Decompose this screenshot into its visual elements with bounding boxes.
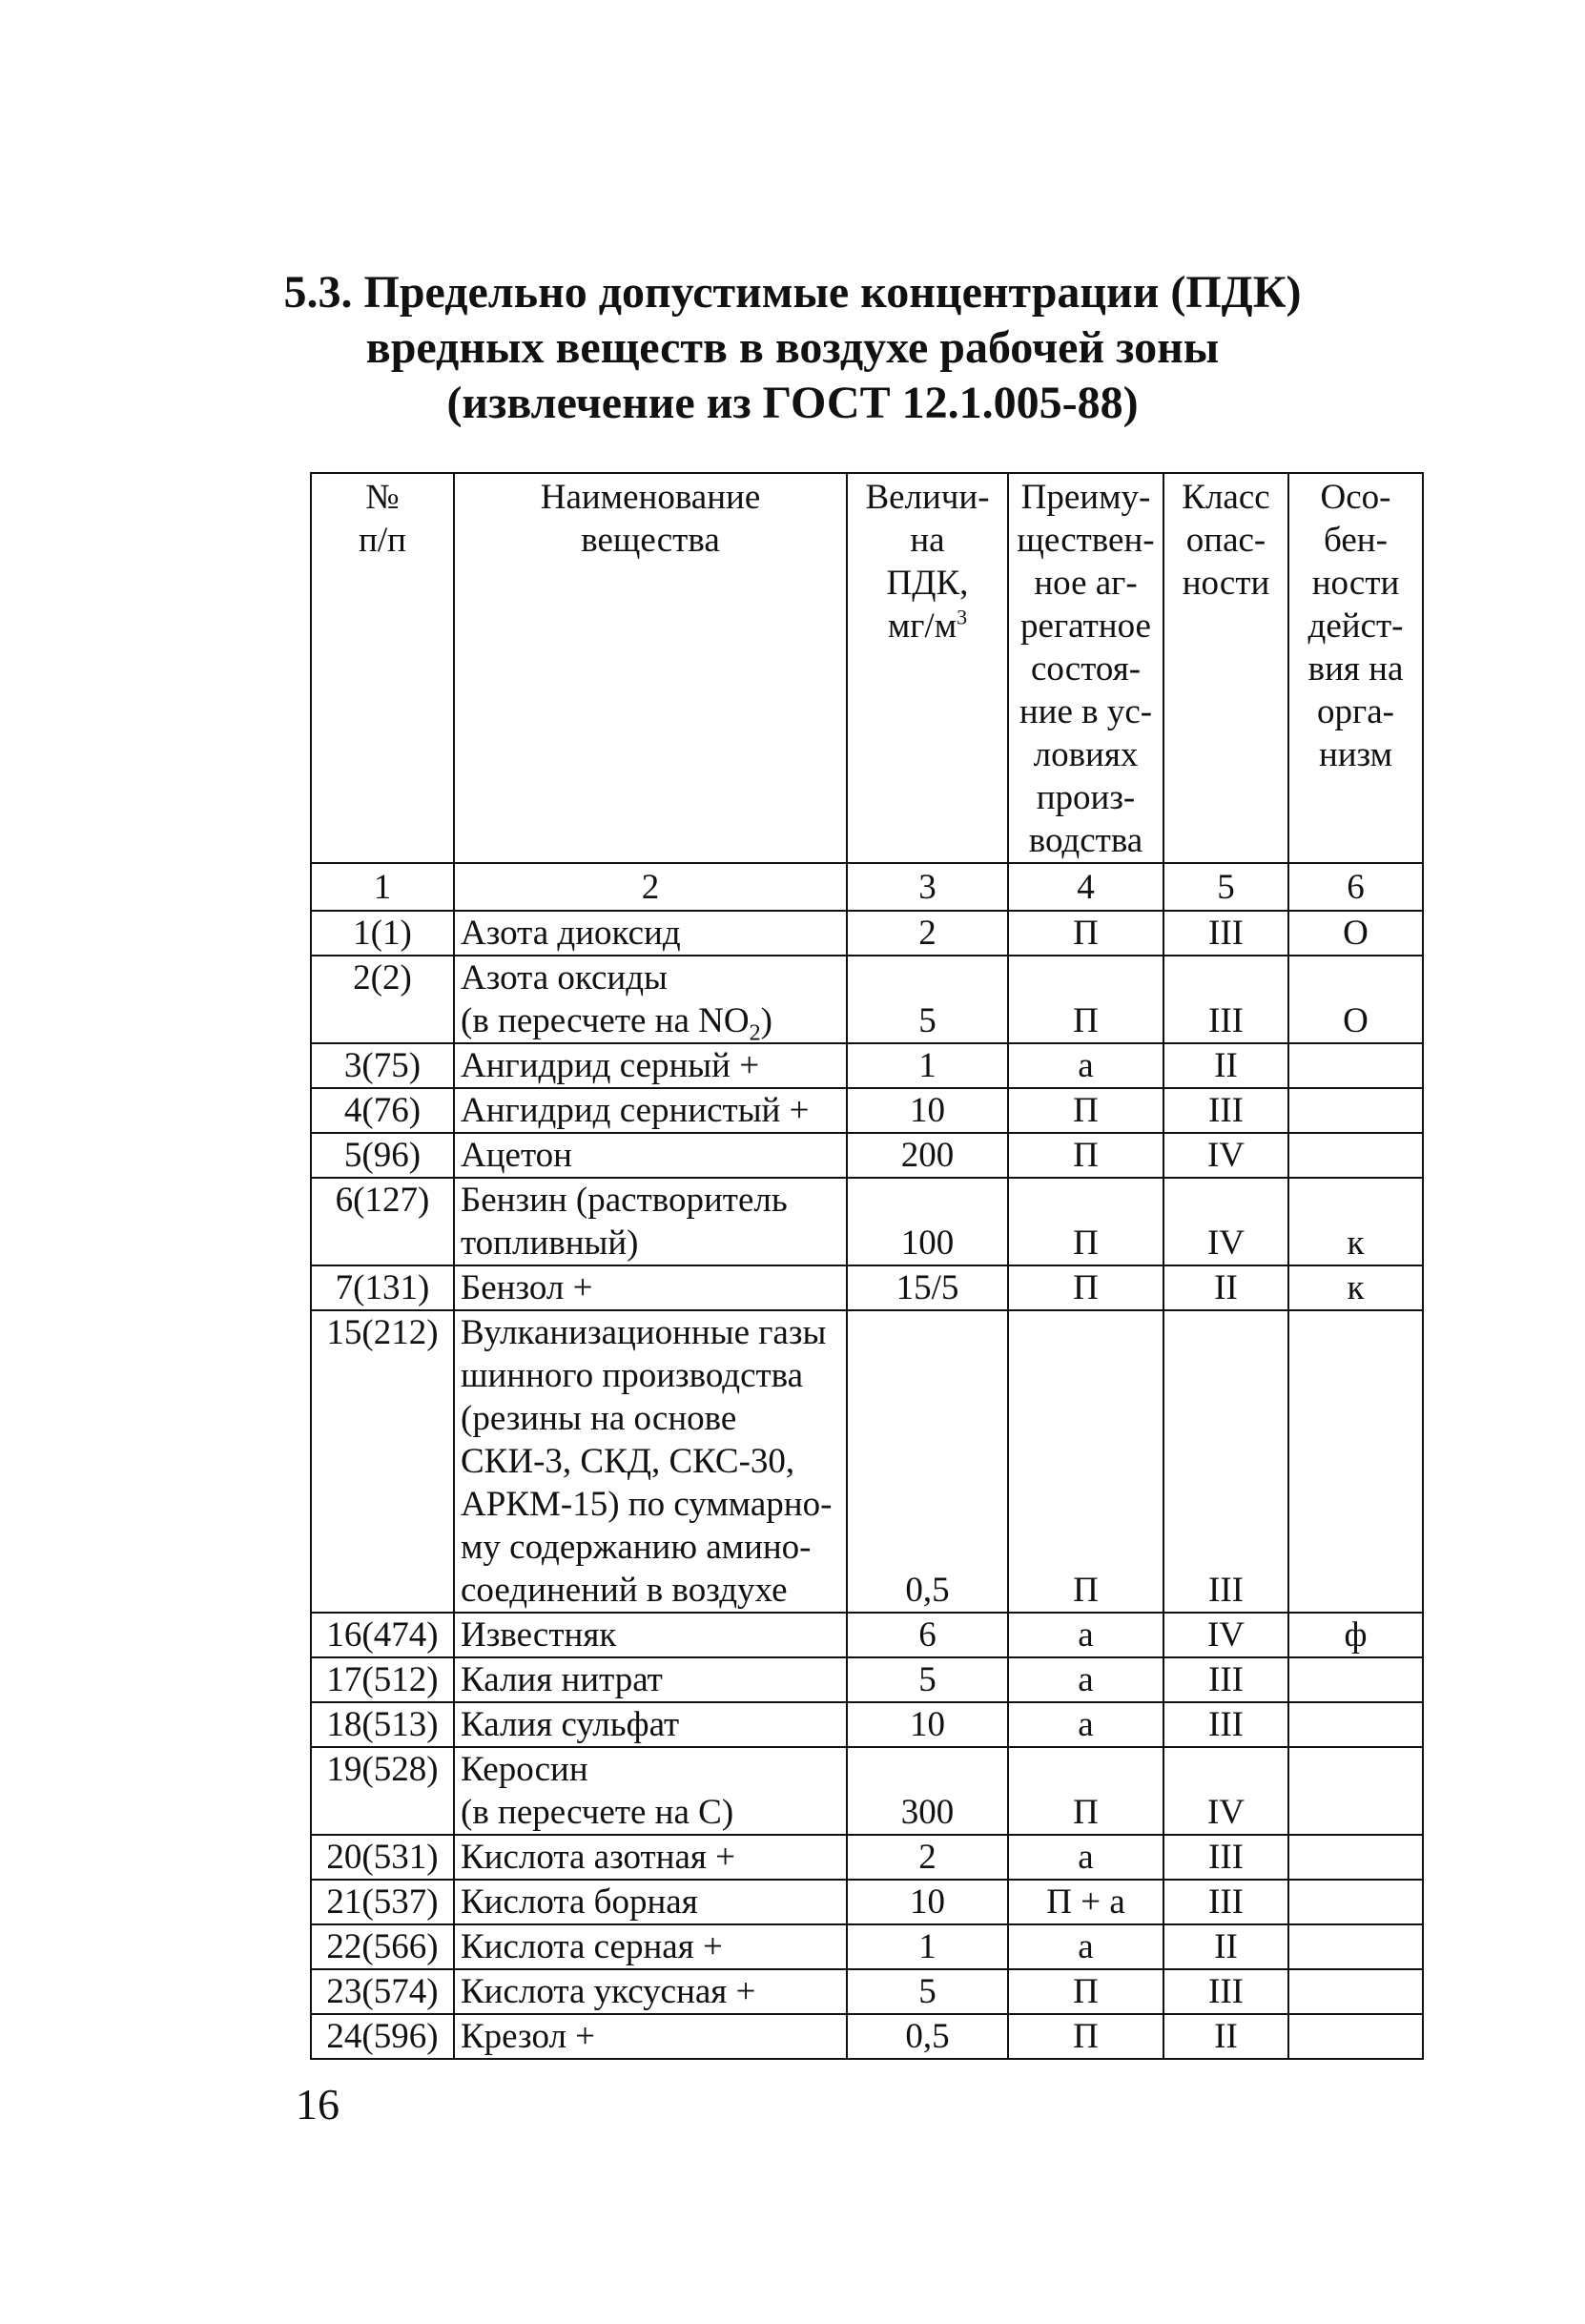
hazard-class: II	[1163, 1924, 1288, 1969]
hazard-class: III	[1163, 911, 1288, 956]
hazard-class: III	[1163, 956, 1288, 1043]
substance-name-line: Вулканизационные газы	[461, 1313, 827, 1352]
aggregate-state: П	[1008, 2014, 1163, 2059]
row-number: 3(75)	[311, 1043, 454, 1088]
hazard-class: IV	[1163, 1133, 1288, 1178]
hazard-class: III	[1163, 1088, 1288, 1133]
substance-name-line: Кислота борная	[461, 1882, 698, 1922]
aggregate-state: а	[1008, 1613, 1163, 1657]
column-number: 2	[454, 863, 847, 911]
substance-name	[454, 1835, 847, 1880]
substance-name	[454, 1613, 847, 1657]
effect-feature: к	[1288, 1178, 1423, 1265]
substance-name-line: шинного производства	[461, 1356, 804, 1395]
table-row	[311, 1835, 1423, 1880]
substance-name	[454, 1265, 847, 1310]
substance-name-line: Бензин (растворитель	[461, 1181, 788, 1220]
pdk-value: 5	[847, 956, 1008, 1043]
row-number: 17(512)	[311, 1657, 454, 1702]
hazard-class: II	[1163, 1265, 1288, 1310]
effect-feature	[1288, 1043, 1423, 1088]
pdk-value: 5	[847, 1969, 1008, 2014]
title-line-3: (извлечение из ГОСТ 12.1.005-88)	[446, 378, 1139, 428]
aggregate-state: а	[1008, 1924, 1163, 1969]
substance-name-line: (в пересчете на $NO_2$)	[461, 1001, 772, 1043]
substance-name-line: Кислота уксусная +	[461, 1972, 756, 2011]
pdk-value: 1	[847, 1924, 1008, 1969]
substance-name	[454, 1310, 847, 1613]
table-row	[311, 1969, 1423, 2014]
table-row	[311, 1178, 1423, 1265]
hazard-class: II	[1163, 2014, 1288, 2059]
substance-name	[454, 1924, 847, 1969]
aggregate-state: П	[1008, 911, 1163, 956]
substance-name-line: Керосин	[461, 1750, 588, 1789]
hazard-class: III	[1163, 1702, 1288, 1747]
pdk-value: 2	[847, 1835, 1008, 1880]
effect-feature	[1288, 1924, 1423, 1969]
aggregate-state: П	[1008, 1178, 1163, 1265]
substance-name-line: топливный)	[461, 1224, 639, 1263]
substance-name-line: Азота диоксид	[461, 914, 681, 953]
hazard-class: III	[1163, 1969, 1288, 2014]
row-number: 20(531)	[311, 1835, 454, 1880]
substance-name-line: му содержанию амино-	[461, 1528, 812, 1567]
table-body	[311, 911, 1423, 2059]
substance-name-line: Калия сульфат	[461, 1705, 680, 1744]
substance-name-line: Известняк	[461, 1615, 617, 1655]
pdk-value: 15/5	[847, 1265, 1008, 1310]
substance-name-line: соединений в воздухе	[461, 1571, 788, 1610]
column-number: 6	[1288, 863, 1423, 911]
substance-name	[454, 1880, 847, 1924]
header-substance-name: Наименование вещества	[454, 473, 847, 863]
hazard-class: II	[1163, 1043, 1288, 1088]
table-row	[311, 1702, 1423, 1747]
aggregate-state: а	[1008, 1657, 1163, 1702]
effect-feature	[1288, 2014, 1423, 2059]
substance-name	[454, 956, 847, 1043]
substance-name	[454, 1747, 847, 1835]
pdk-value: 0,5	[847, 2014, 1008, 2059]
substance-name-line: Ангидрид сернистый +	[461, 1091, 810, 1130]
pdk-value: 5	[847, 1657, 1008, 1702]
aggregate-state: П + а	[1008, 1880, 1163, 1924]
table-row	[311, 1133, 1423, 1178]
substance-name-line: Бензол +	[461, 1268, 593, 1307]
pdk-value: 10	[847, 1702, 1008, 1747]
pdk-value: 300	[847, 1747, 1008, 1835]
substance-name	[454, 1702, 847, 1747]
row-number: 5(96)	[311, 1133, 454, 1178]
pdk-value: 6	[847, 1613, 1008, 1657]
column-number: 3	[847, 863, 1008, 911]
substance-name-line: Кислота серная +	[461, 1927, 723, 1966]
row-number: 4(76)	[311, 1088, 454, 1133]
hazard-class: III	[1163, 1835, 1288, 1880]
table-row	[311, 1043, 1423, 1088]
table-row	[311, 2014, 1423, 2059]
aggregate-state: П	[1008, 1088, 1163, 1133]
substance-name-line: Кислота азотная +	[461, 1838, 736, 1877]
substance-name	[454, 1088, 847, 1133]
effect-feature	[1288, 1088, 1423, 1133]
table-row	[311, 1088, 1423, 1133]
effect-feature	[1288, 1747, 1423, 1835]
substance-name	[454, 1178, 847, 1265]
pdk-table	[310, 472, 1424, 2060]
substance-name	[454, 1657, 847, 1702]
substance-name-line: Азота оксиды	[461, 958, 668, 997]
column-number: 5	[1163, 863, 1288, 911]
pdk-value: 200	[847, 1133, 1008, 1178]
row-number: 24(596)	[311, 2014, 454, 2059]
hazard-class: IV	[1163, 1747, 1288, 1835]
aggregate-state: П	[1008, 1265, 1163, 1310]
title-line-1: 5.3. Предельно допустимые концентрации (ПДК)	[283, 267, 1302, 318]
substance-name	[454, 1043, 847, 1088]
substance-name-line: (резины на основе	[461, 1399, 737, 1438]
header-number: № п/п	[311, 473, 454, 863]
table-row	[311, 1747, 1423, 1835]
effect-feature	[1288, 1702, 1423, 1747]
substance-name	[454, 911, 847, 956]
table-row	[311, 956, 1423, 1043]
table-row	[311, 911, 1423, 956]
aggregate-state: П	[1008, 1969, 1163, 2014]
pdk-value: 2	[847, 911, 1008, 956]
effect-feature: ф	[1288, 1613, 1423, 1657]
hazard-class: III	[1163, 1310, 1288, 1613]
table-row	[311, 1613, 1423, 1657]
substance-name-line: Ацетон	[461, 1136, 572, 1175]
table-row	[311, 1265, 1423, 1310]
hazard-class: IV	[1163, 1178, 1288, 1265]
row-number: 6(127)	[311, 1178, 454, 1265]
table-row	[311, 1924, 1423, 1969]
substance-name	[454, 2014, 847, 2059]
row-number: 15(212)	[311, 1310, 454, 1613]
substance-name-line: Крезол +	[461, 2017, 596, 2056]
aggregate-state: а	[1008, 1043, 1163, 1088]
row-number: 18(513)	[311, 1702, 454, 1747]
column-number-row	[311, 863, 1423, 911]
table-row	[311, 1880, 1423, 1924]
substance-name-line: СКИ-3, СКД, СКС-30,	[461, 1442, 795, 1481]
pdk-value: 0,5	[847, 1310, 1008, 1613]
effect-feature	[1288, 1835, 1423, 1880]
effect-feature	[1288, 1310, 1423, 1613]
hazard-class: III	[1163, 1880, 1288, 1924]
effect-feature	[1288, 1969, 1423, 2014]
aggregate-state: П	[1008, 1747, 1163, 1835]
pdk-value: 100	[847, 1178, 1008, 1265]
header-aggregate-state: Преиму- ществен- ное аг- регатное состоя- ние в ус- ловиях произ- водства	[1008, 473, 1163, 863]
row-number: 16(474)	[311, 1613, 454, 1657]
title-line-2: вредных веществ в воздухе рабочей зоны	[365, 322, 1220, 373]
pdk-value: 10	[847, 1088, 1008, 1133]
effect-feature	[1288, 1133, 1423, 1178]
substance-name	[454, 1969, 847, 2014]
header-effect-features: Осо- бен- ности дейст- вия на орга- низм	[1288, 473, 1423, 863]
row-number: 2(2)	[311, 956, 454, 1043]
header-pdk-value: Величи- на ПДК, $мг/м^3$	[847, 473, 1008, 863]
header-hazard-class: Класс опас- ности	[1163, 473, 1288, 863]
row-number: 7(131)	[311, 1265, 454, 1310]
column-number: 1	[311, 863, 454, 911]
effect-feature	[1288, 1880, 1423, 1924]
row-number: 19(528)	[311, 1747, 454, 1835]
aggregate-state: П	[1008, 1133, 1163, 1178]
page-title	[0, 265, 1585, 431]
substance-name-line: Ангидрид серный +	[461, 1046, 760, 1085]
effect-feature: к	[1288, 1265, 1423, 1310]
substance-name	[454, 1133, 847, 1178]
substance-name-line: Калия нитрат	[461, 1660, 663, 1699]
row-number: 23(574)	[311, 1969, 454, 2014]
pdk-value: 10	[847, 1880, 1008, 1924]
hazard-class: III	[1163, 1657, 1288, 1702]
effect-feature	[1288, 1657, 1423, 1702]
column-number: 4	[1008, 863, 1163, 911]
aggregate-state: П	[1008, 1310, 1163, 1613]
aggregate-state: а	[1008, 1835, 1163, 1880]
substance-name-line: АРКМ-15) по суммарно-	[461, 1485, 833, 1524]
row-number: 22(566)	[311, 1924, 454, 1969]
aggregate-state: а	[1008, 1702, 1163, 1747]
row-number: 21(537)	[311, 1880, 454, 1924]
effect-feature: О	[1288, 911, 1423, 956]
hazard-class: IV	[1163, 1613, 1288, 1657]
aggregate-state: П	[1008, 956, 1163, 1043]
effect-feature: О	[1288, 956, 1423, 1043]
table-row	[311, 1657, 1423, 1702]
table-header-row	[311, 473, 1423, 863]
pdk-value: 1	[847, 1043, 1008, 1088]
page-number: 16	[296, 2080, 340, 2129]
table-row	[311, 1310, 1423, 1613]
substance-name-line: (в пересчете на С)	[461, 1793, 734, 1832]
row-number: 1(1)	[311, 911, 454, 956]
